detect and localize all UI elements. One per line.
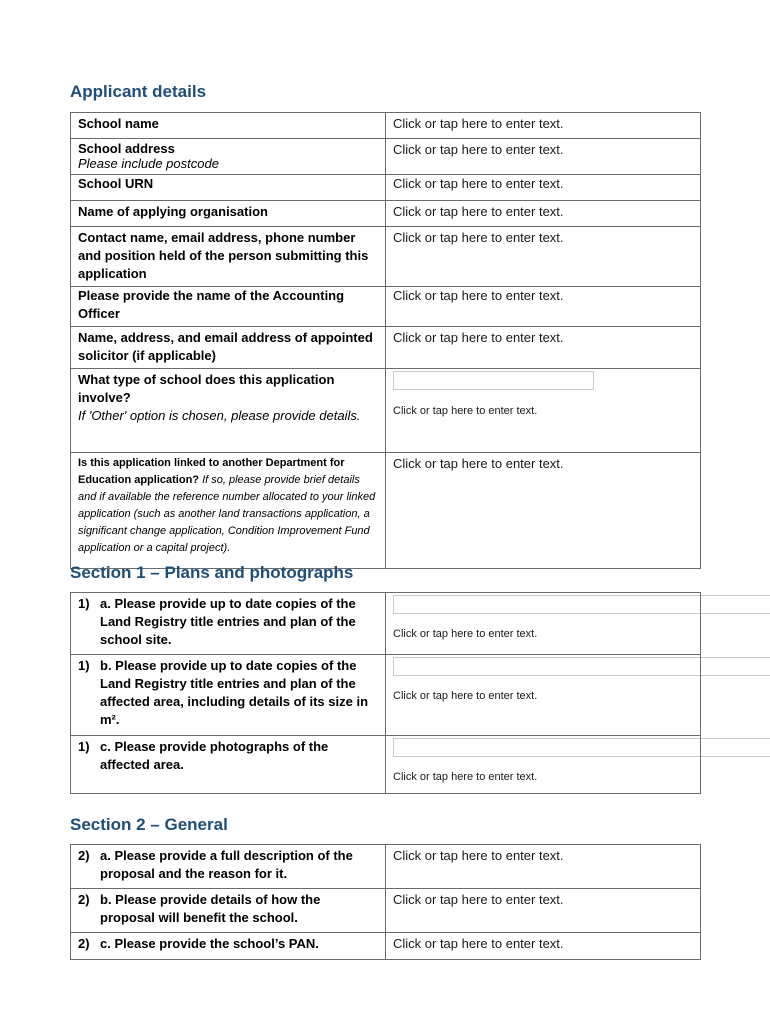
- text-placeholder[interactable]: Click or tap here to enter text.: [393, 142, 564, 157]
- answer-cell[interactable]: [386, 201, 701, 227]
- answer-cell[interactable]: [386, 175, 701, 201]
- table-row: [71, 175, 701, 201]
- text-placeholder[interactable]: Click or tap here to enter text.: [393, 892, 564, 907]
- question-cell: [71, 736, 386, 794]
- question-cell: [71, 175, 386, 201]
- question-text: b. Please provide up to date copies of the Land Registry title entries and plan of the affected area, including details of its size in m².: [100, 658, 369, 727]
- table-row: [71, 227, 701, 287]
- text-placeholder[interactable]: Click or tap here to enter text.: [393, 771, 538, 783]
- text-placeholder[interactable]: Click or tap here to enter text.: [393, 936, 564, 951]
- accounting-officer-label: Please provide the name of the Accounting Officer: [78, 288, 345, 321]
- question-text: a. Please provide up to date copies of the Land Registry title entries and plan of the school site.: [100, 596, 356, 647]
- text-placeholder[interactable]: Click or tap here to enter text.: [393, 230, 564, 245]
- text-placeholder[interactable]: Click or tap here to enter text.: [393, 204, 564, 219]
- question-cell: [71, 227, 386, 287]
- question-cell: [71, 327, 386, 369]
- question-cell: [71, 655, 386, 736]
- school-type-dropdown[interactable]: [393, 371, 594, 390]
- answer-cell[interactable]: [386, 933, 701, 960]
- solicitor-label: Name, address, and email address of appointed solicitor (if applicable): [78, 330, 373, 363]
- contact-label: Contact name, email address, phone number and position held of the person submitting this application: [78, 230, 369, 281]
- section-2-table: [70, 844, 701, 960]
- answer-cell[interactable]: [386, 227, 701, 287]
- table-row: [71, 139, 701, 175]
- text-placeholder[interactable]: Click or tap here to enter text.: [393, 456, 564, 471]
- school-address-label: School address: [78, 141, 175, 156]
- question-cell: [71, 889, 386, 933]
- answer-cell[interactable]: [386, 889, 701, 933]
- answer-cell[interactable]: [386, 327, 701, 369]
- answer-cell[interactable]: [386, 287, 701, 327]
- table-row: [71, 593, 701, 655]
- table-row: [71, 889, 701, 933]
- item-number: 2): [78, 936, 90, 951]
- school-address-note: Please include postcode: [78, 156, 219, 171]
- question-cell: [71, 369, 386, 453]
- question-cell: [71, 845, 386, 889]
- section-1-heading: Section 1 – Plans and photographs: [70, 563, 354, 582]
- answer-cell: [386, 655, 701, 736]
- linked-application-label: Is this application linked to another Department for Education application?: [78, 457, 345, 486]
- file-upload-field[interactable]: [393, 738, 770, 757]
- answer-cell[interactable]: [386, 139, 701, 175]
- answer-cell[interactable]: [386, 453, 701, 569]
- table-row: [71, 453, 701, 569]
- answer-cell[interactable]: [386, 113, 701, 139]
- section-1-table: [70, 592, 701, 794]
- text-placeholder[interactable]: Click or tap here to enter text.: [393, 330, 564, 345]
- item-number: 2): [78, 848, 90, 863]
- table-row: [71, 655, 701, 736]
- question-cell: [71, 139, 386, 175]
- text-placeholder[interactable]: Click or tap here to enter text.: [393, 690, 538, 702]
- item-number: 1): [78, 596, 90, 611]
- text-placeholder[interactable]: Click or tap here to enter text.: [393, 405, 538, 417]
- answer-cell[interactable]: [386, 845, 701, 889]
- answer-cell: [386, 593, 701, 655]
- question-text: a. Please provide a full description of the proposal and the reason for it.: [100, 848, 353, 881]
- table-row: [71, 369, 701, 453]
- question-cell: [71, 593, 386, 655]
- linked-application-note: If so, please provide brief details and if available the reference number allocated to your linked application (such as another land transactions application, a significant change application, Condition Improvement Fund application or a capital project).: [78, 474, 376, 554]
- question-text: c. Please provide photographs of the affected area.: [100, 739, 329, 772]
- school-urn-label: School URN: [78, 176, 154, 191]
- question-text: b. Please provide details of how the proposal will benefit the school.: [100, 892, 321, 925]
- section-2-heading: Section 2 – General: [70, 815, 228, 834]
- text-placeholder[interactable]: Click or tap here to enter text.: [393, 848, 564, 863]
- text-placeholder[interactable]: Click or tap here to enter text.: [393, 288, 564, 303]
- applicant-details-heading: Applicant details: [70, 82, 207, 101]
- table-row: [71, 933, 701, 960]
- item-number: 2): [78, 892, 90, 907]
- file-upload-field[interactable]: [393, 595, 770, 614]
- org-name-label: Name of applying organisation: [78, 204, 268, 219]
- question-cell: [71, 933, 386, 960]
- applicant-details-table: [70, 112, 701, 569]
- table-row: [71, 736, 701, 794]
- table-row: [71, 113, 701, 139]
- item-number: 1): [78, 658, 90, 673]
- answer-cell: [386, 736, 701, 794]
- table-row: [71, 201, 701, 227]
- item-number: 1): [78, 739, 90, 754]
- answer-cell: [386, 369, 701, 453]
- question-cell: [71, 201, 386, 227]
- text-placeholder[interactable]: Click or tap here to enter text.: [393, 628, 538, 640]
- text-placeholder[interactable]: Click or tap here to enter text.: [393, 116, 564, 131]
- school-type-note: If 'Other' option is chosen, please provide details.: [78, 408, 361, 423]
- question-cell: [71, 113, 386, 139]
- question-cell: [71, 287, 386, 327]
- table-row: [71, 287, 701, 327]
- text-placeholder[interactable]: Click or tap here to enter text.: [393, 176, 564, 191]
- file-upload-field[interactable]: [393, 657, 770, 676]
- question-text: c. Please provide the school’s PAN.: [100, 936, 319, 951]
- table-row: [71, 327, 701, 369]
- question-cell: [71, 453, 386, 569]
- school-name-label: School name: [78, 116, 159, 131]
- table-row: [71, 845, 701, 889]
- school-type-label: What type of school does this application involve?: [78, 372, 335, 405]
